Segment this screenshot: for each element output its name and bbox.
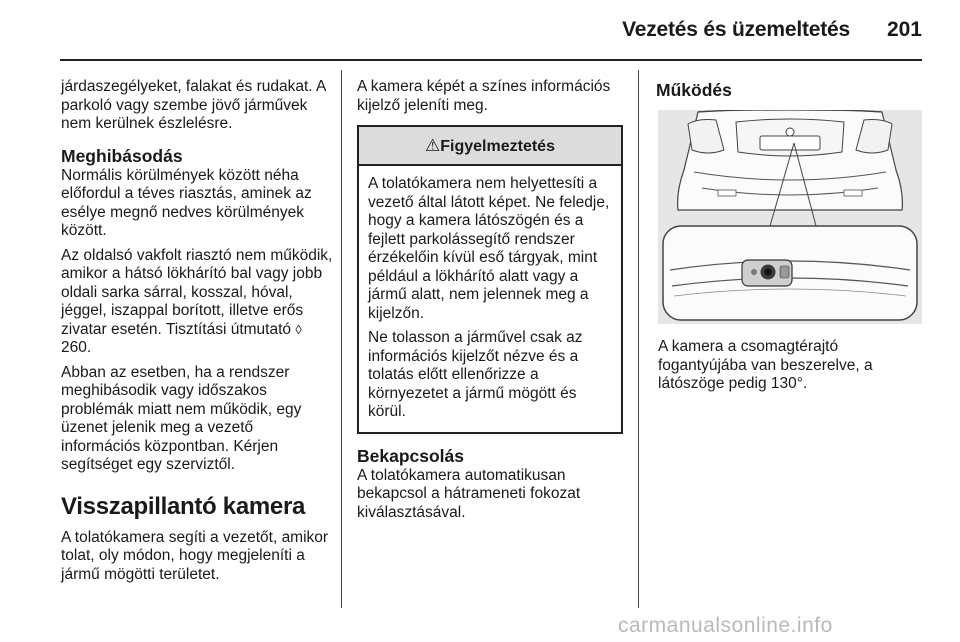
- column-right: [656, 78, 926, 400]
- illustration-caption: A kamera a csomagtérajtó fogantyújába van beszerelve, a látószöge pedig 130°.: [658, 338, 873, 392]
- paragraph-activation: A tolatókamera automatikusan bekapcsol a hátrameneti fokozat kiválasztásával.: [357, 466, 581, 521]
- column-middle: [357, 78, 625, 528]
- warning-title: Figyelmeztetés: [440, 138, 555, 155]
- car-rear-camera-drawing: [658, 110, 922, 324]
- heading-operation: Működés: [656, 80, 732, 100]
- blind-spot-text: Az oldalsó vakfolt riasztó nem működik, amikor a hátsó lökhárító bal vagy jobb oldali sarka sárral, kosszal, hóval, jéggel, iszappal borított, illetve erős zivatar esetén. Tisztítási útmutató: [61, 246, 333, 338]
- paragraph-blind-spot: [61, 247, 333, 358]
- warning-header: [359, 127, 621, 166]
- page-reference-link[interactable]: 260.: [61, 339, 92, 356]
- heading-activation: Bekapcsolás: [357, 445, 465, 466]
- page-header-title: Vezetés és üzemeltetés: [622, 18, 850, 41]
- column-divider-2: [638, 70, 639, 608]
- page-number: 201: [886, 18, 922, 41]
- paragraph-curbs: járdaszegélyeket, falakat és rudakat. A parkoló vagy szembe jövő járművek nem kerülnek észlelésre.: [61, 78, 326, 132]
- paragraph-false-alarm: Normális körülmények között néha előfordul a téves riasztás, aminek az esélye megnő nedves körülmények között.: [61, 166, 312, 239]
- heading-rear-view-camera: Visszapillantó kamera: [61, 492, 306, 520]
- heading-malfunction: Meghibásodás: [61, 145, 183, 166]
- column-left: [61, 78, 333, 590]
- column-divider-1: [341, 70, 342, 608]
- warning-box: [357, 125, 623, 434]
- page-reference-icon: ◊: [295, 321, 302, 337]
- warning-paragraph-1: A tolatókamera nem helyettesíti a vezető által látott képet. Ne feledje, hogy a kamera látószögén és a fejlett parkolássegítő rendszer érzékelőin kívül eső tárgyak, mint például a lökhárító alatt vagy a jármű alatt, nem jelennek meg a kijelzőn.: [368, 175, 610, 322]
- warning-triangle-icon: ⚠: [425, 136, 441, 155]
- paragraph-display: A kamera képét a színes információs kijelző jeleníti meg.: [357, 78, 611, 114]
- camera-location-illustration: [658, 110, 922, 324]
- paragraph-system-fault: Abban az esetben, ha a rendszer meghibásodik vagy időszakos problémák miatt nem működik, egy üzenet jelenik meg a vezető információs központban. Kérjen segítséget egy szerviztől.: [61, 363, 302, 473]
- watermark: carmanualsonline.info: [618, 614, 833, 637]
- warning-paragraph-2: Ne tolasson a járművel csak az információs kijelzőt nézve és a tolatás előtt ellenőrizze a környezetet a jármű mögött és körül.: [368, 329, 583, 420]
- warning-body: [359, 166, 621, 432]
- header-rule: [60, 59, 922, 61]
- paragraph-camera-intro: A tolatókamera segíti a vezetőt, amikor tolat, oly módon, hogy megjeleníti a jármű mögötti területet.: [61, 528, 329, 583]
